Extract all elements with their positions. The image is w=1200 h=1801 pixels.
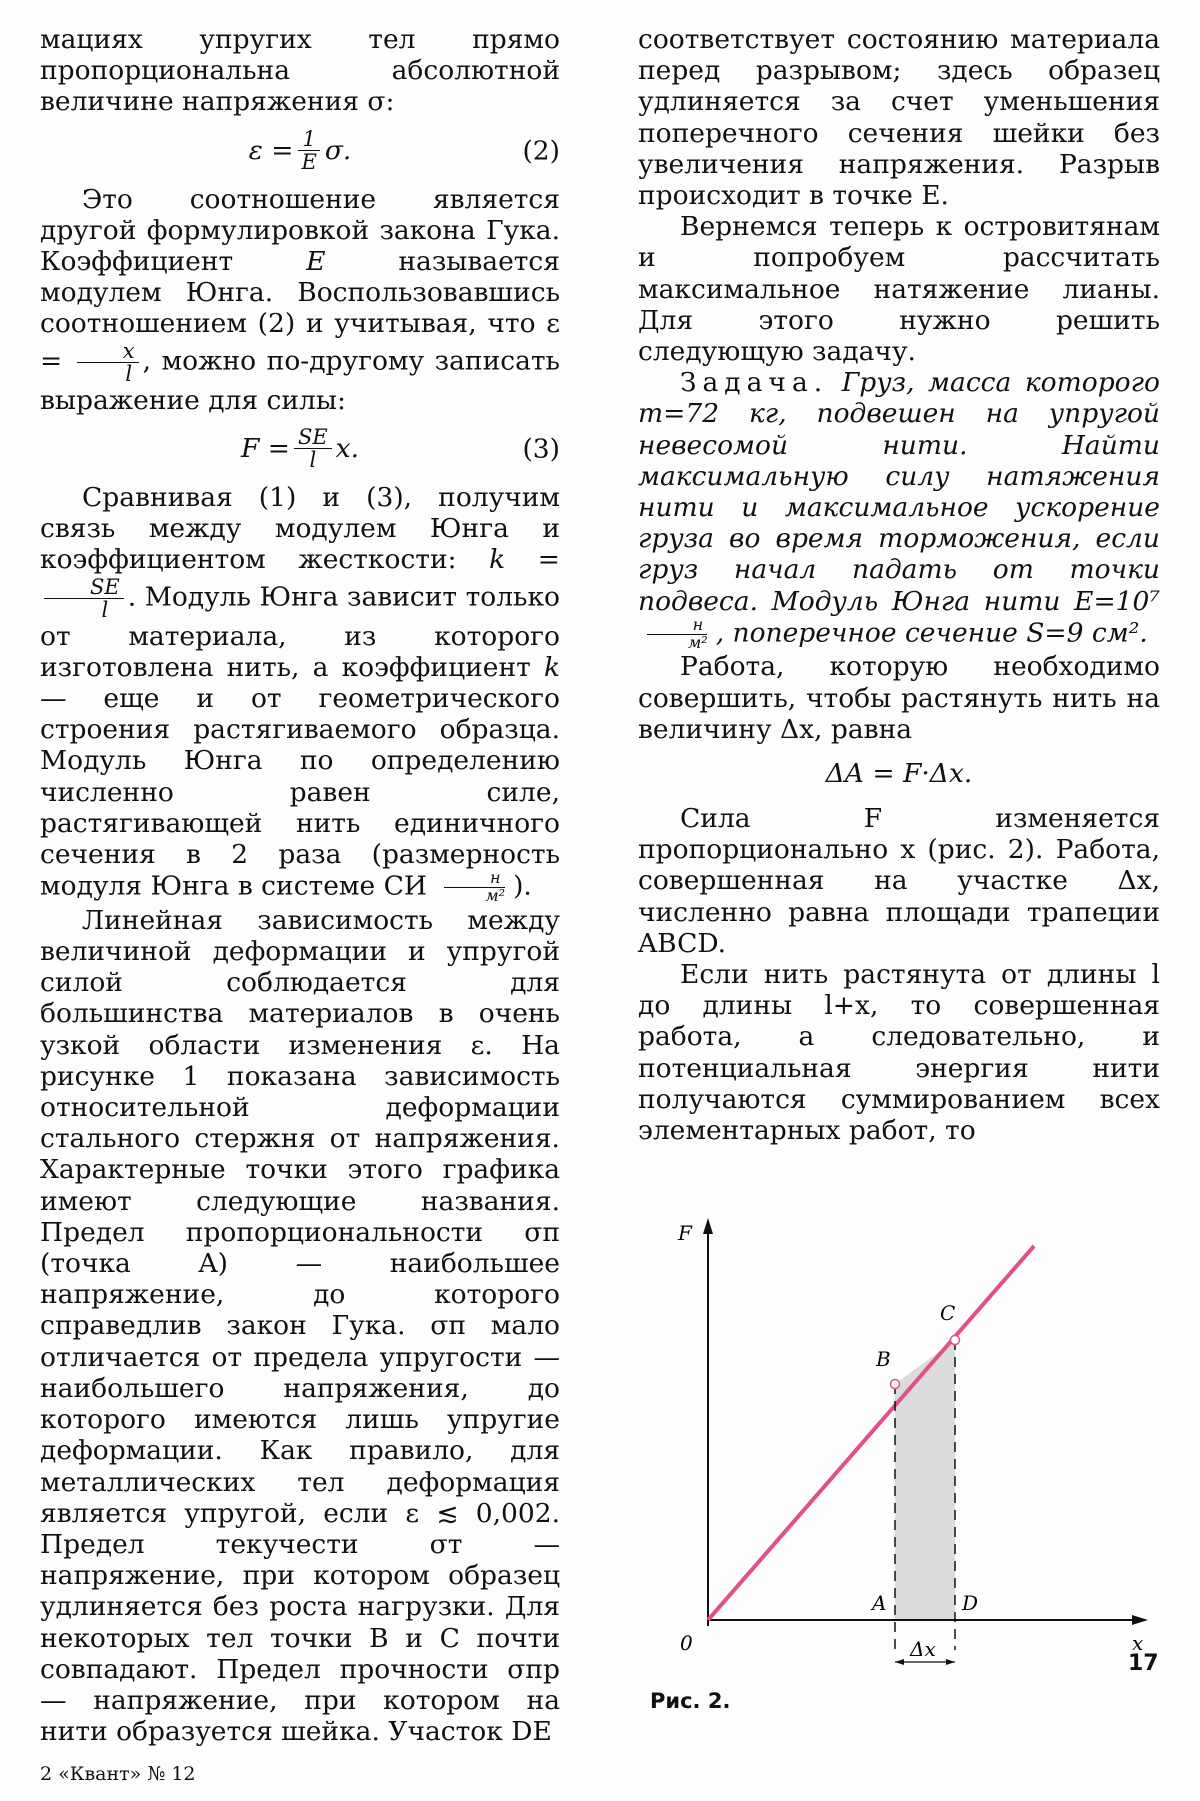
unit-numerator: н xyxy=(444,870,505,888)
footer-issue: 2 «Квант» № 12 xyxy=(40,1763,196,1785)
symbol-k: k = xyxy=(489,544,560,576)
fraction-numerator: x xyxy=(77,340,139,363)
text-run: ). xyxy=(513,870,532,902)
formula-3-fraction xyxy=(294,426,332,471)
formula-2-denominator: E xyxy=(301,150,317,175)
text-run: , можно по-другому записать выражение для силы: xyxy=(40,345,560,416)
axis-y-label: F xyxy=(678,1221,692,1245)
left-column xyxy=(40,24,560,1747)
delta-x-label: Δx xyxy=(910,1637,936,1661)
point-c-marker xyxy=(951,1336,960,1345)
formula-2-lhs: ε = xyxy=(248,135,294,166)
inline-fraction-x-l xyxy=(77,340,139,385)
task-label: Задача. xyxy=(680,367,829,399)
point-b-label: B xyxy=(876,1347,891,1371)
figure-2 xyxy=(636,1210,1158,1690)
unit-fraction xyxy=(642,614,712,652)
unit-numerator: н xyxy=(647,617,708,635)
task-paragraph xyxy=(638,367,1160,651)
formula-3 xyxy=(40,416,560,482)
fraction-numerator: SE xyxy=(44,576,124,599)
formula-2-rhs: σ. xyxy=(324,135,352,166)
formula-3-numerator: SE xyxy=(294,426,332,449)
inline-fraction-se-l xyxy=(44,576,124,621)
formula-3-rhs: x. xyxy=(335,433,360,465)
origin-label: 0 xyxy=(680,1631,693,1655)
text-run: Груз, масса которого m=72 кг, подвешен на упругой невесомой нити. Найти максимальную силу натяжения нити и максимальное ускорение груза во время торможения, если груз начал падать от точки подвеса. Модуль Юнга нити E=10⁷ xyxy=(638,367,1160,617)
paragraph-r5: Если нить растянута от длины l до длины l+x, то совершенная работа, а следовательно, и потенциальная энергия нити получаются суммированием всех элементарных работ, то xyxy=(638,959,1160,1147)
formula-3-number: (3) xyxy=(522,433,560,465)
text-run: . Модуль Юнга зависит только от материала, из которого изготовлена нить, а коэффициент xyxy=(40,581,560,683)
x-axis-arrow xyxy=(1132,1615,1148,1625)
unit-denominator: м² xyxy=(688,632,708,652)
paragraph-2 xyxy=(40,184,560,416)
unit-fraction xyxy=(439,870,509,905)
point-d-label: D xyxy=(962,1591,979,1615)
figure-caption: Рис. 2. xyxy=(650,1689,731,1713)
right-column xyxy=(638,24,1160,1146)
formula-2-numerator: 1 xyxy=(298,128,319,151)
unit-denominator: м² xyxy=(485,886,506,906)
paragraph-r1: соответствует состоянию материала перед разрывом; здесь образец удлиняется за счет уменьшения поперечного сечения шейки без увеличения напряжения. Разрыв происходит в точке E. xyxy=(638,24,1160,212)
text-run: Это соотношение является другой формулировкой закона Гука. Коэффициент xyxy=(40,183,560,278)
symbol-k: k xyxy=(543,651,560,683)
page-number: 17 xyxy=(1128,1651,1159,1676)
point-b-marker xyxy=(891,1380,900,1389)
paragraph-r4: Сила F изменяется пропорционально x (рис. 2). Работа, совершенная на участке Δx, численно равна площади трапеции ABCD. xyxy=(638,803,1160,959)
point-a-label: A xyxy=(872,1591,887,1615)
paragraph-3 xyxy=(40,482,560,905)
text-run: Сравнивая (1) и (3), получим связь между модулем Юнга и коэффициентом жесткости: xyxy=(40,481,560,576)
paragraph-r3: Работа, которую необходимо совершить, чтобы растянуть нить на величину Δx, равна xyxy=(638,651,1160,745)
paragraph-r2: Вернемся теперь к островитянам и попробуем рассчитать максимальное натяжение лианы. Для этого нужно решить следующую задачу. xyxy=(638,211,1160,368)
paragraph-1: мациях упругих тел прямо пропорциональна абсолютной величине напряжения σ: xyxy=(40,24,560,118)
dimension-arrow-left xyxy=(895,1659,904,1665)
formula-2-fraction xyxy=(298,128,321,173)
axis-x-label: x xyxy=(1132,1631,1144,1655)
point-c-label: C xyxy=(940,1301,956,1325)
formula-work: ΔA = F·Δx. xyxy=(825,758,973,790)
fraction-denominator: l xyxy=(101,597,109,622)
formula-2-number: (2) xyxy=(522,135,560,167)
trapezoid-abcd-shade xyxy=(895,1384,955,1620)
text-run: , поперечное сечение S=9 см². xyxy=(715,617,1148,649)
text-run: — еще и от геометрического строения растягиваемого образца. Модуль Юнга по определению численно равен силе, растягивающей нить единичного сечения в 2 раза (размерность модуля Юнга в системе СИ xyxy=(40,683,560,902)
formula-3-denominator: l xyxy=(309,448,317,473)
formula-2 xyxy=(40,118,560,184)
fraction-denominator: l xyxy=(125,361,133,386)
y-axis-arrow xyxy=(703,1218,713,1234)
formula-3-lhs: F = xyxy=(240,433,290,465)
text-run: называется модулем Юнга. Воспользовавшись соотношением (2) и учитывая, что ε = xyxy=(40,246,560,377)
dimension-arrow-right xyxy=(946,1659,955,1665)
paragraph-4: Линейная зависимость между величиной деформации и упругой силой соблюдается для большинства материалов в очень узкой области изменения ε. На рисунке 1 показана зависимость относительной деформации стального стержня от напряжения. Характерные точки этого графика имеют следующие названия. Предел пропорциональности σп (точка A) — наибольшее напряжение, до которого справедлив закон Гука. σп мало отличается от предела упругости — наибольшего напряжения, до которого имеются лишь упругие деформации. Как правило, для металлических тел деформация является упругой, если ε ≲ 0,002. Предел текучести σт — напряжение, при котором образец удлиняется без роста нагрузки. Для некоторых тел точки B и C почти совпадают. Предел прочности σпр — напряжение, при котором на нити образуется шейка. Участок DE xyxy=(40,904,560,1748)
force-line xyxy=(708,1246,1034,1620)
symbol-E: E xyxy=(306,246,326,278)
